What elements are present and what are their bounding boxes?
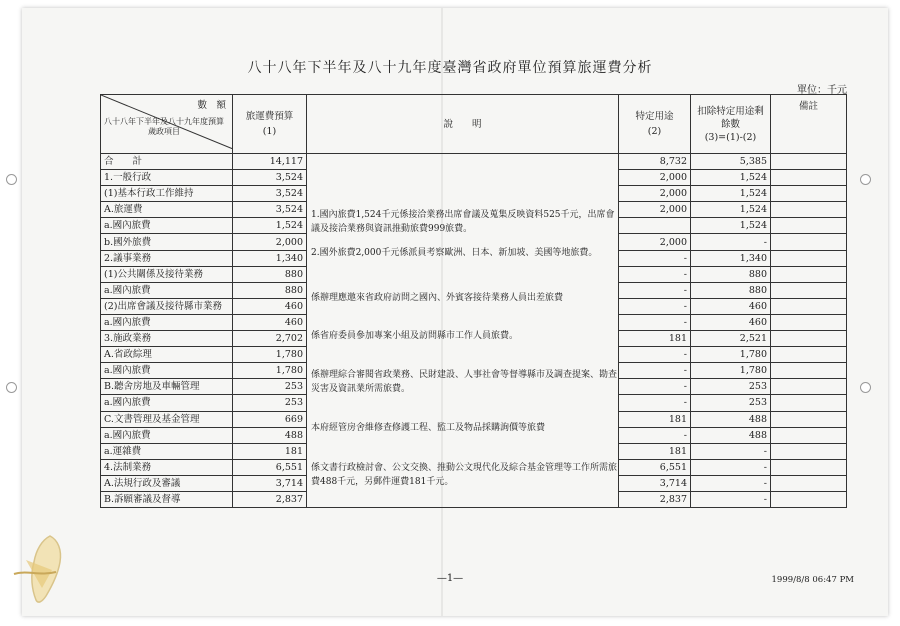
item-cell: 1.一般行政 [101, 170, 233, 186]
remaining-cell: 1,780 [691, 363, 771, 379]
remaining-cell: - [691, 475, 771, 491]
remaining-cell: 1,780 [691, 347, 771, 363]
item-cell: B.聽舍房地及車輛管理 [101, 379, 233, 395]
punch-hole-top-left [6, 174, 17, 185]
special-use-cell: - [619, 298, 691, 314]
budget-cell: 1,340 [233, 250, 307, 266]
note-cell [771, 154, 847, 170]
special-use-cell: - [619, 379, 691, 395]
item-cell: 4.法制業務 [101, 459, 233, 475]
item-cell: 合 計 [101, 154, 233, 170]
budget-cell: 488 [233, 427, 307, 443]
punch-hole-bottom-right [860, 382, 871, 393]
budget-cell: 880 [233, 266, 307, 282]
budget-cell: 6,551 [233, 459, 307, 475]
budget-cell: 14,117 [233, 154, 307, 170]
note-cell [771, 250, 847, 266]
header-note: 備註 [771, 95, 847, 154]
budget-cell: 669 [233, 411, 307, 427]
budget-cell: 2,702 [233, 331, 307, 347]
header-budget: 旅運費預算 (1) [233, 95, 307, 154]
note-cell [771, 266, 847, 282]
budget-cell: 460 [233, 298, 307, 314]
budget-cell: 253 [233, 395, 307, 411]
note-cell [771, 395, 847, 411]
description-paragraph: 係辦理應邀來省政府訪問之國內、外賓客接待業務人員出差旅費 [311, 293, 564, 303]
item-cell: 3.施政業務 [101, 331, 233, 347]
remaining-cell: 1,524 [691, 202, 771, 218]
note-cell [771, 363, 847, 379]
page-number: —1— [436, 573, 464, 584]
budget-cell: 3,714 [233, 475, 307, 491]
special-use-cell: - [619, 363, 691, 379]
item-cell: A.法規行政及審議 [101, 475, 233, 491]
note-cell [771, 282, 847, 298]
special-use-cell: 181 [619, 331, 691, 347]
description-paragraph: 係文書行政檢討會、公文交換、推動公文現代化及綜合基金管理等工作所需旅費488千元，另郵件運費181千元。 [311, 463, 618, 487]
note-cell [771, 475, 847, 491]
punch-hole-top-right [860, 174, 871, 185]
diagonal-header-cell [101, 95, 233, 154]
special-use-cell: 181 [619, 411, 691, 427]
note-cell [771, 170, 847, 186]
description-paragraph: 1.國內旅費1,524千元係接洽業務出席會議及蒐集反映資料525千元，出席會議及接洽業務與資訊推動旅費999旅費。 [311, 210, 615, 234]
description-cell [307, 154, 619, 508]
total-row [101, 154, 847, 170]
note-cell [771, 186, 847, 202]
note-cell [771, 347, 847, 363]
special-use-cell: 2,837 [619, 491, 691, 507]
item-cell: a.國內旅費 [101, 282, 233, 298]
remaining-cell: - [691, 491, 771, 507]
special-use-cell: - [619, 347, 691, 363]
budget-cell: 3,524 [233, 186, 307, 202]
remaining-cell: - [691, 459, 771, 475]
remaining-cell: 2,521 [691, 331, 771, 347]
item-cell: a.國內旅費 [101, 314, 233, 330]
special-use-cell: 8,732 [619, 154, 691, 170]
item-cell: B.訴願審議及督導 [101, 491, 233, 507]
header-special-use: 特定用途 (2) [619, 95, 691, 154]
note-cell [771, 218, 847, 234]
special-use-cell: - [619, 282, 691, 298]
budget-cell: 1,524 [233, 218, 307, 234]
budget-cell: 460 [233, 314, 307, 330]
remaining-cell: 488 [691, 427, 771, 443]
special-use-cell: 6,551 [619, 459, 691, 475]
table-header-row [101, 95, 847, 154]
remaining-cell: 1,524 [691, 218, 771, 234]
budget-cell: 2,000 [233, 234, 307, 250]
print-timestamp: 1999/8/8 06:47 PM [771, 575, 854, 585]
budget-cell: 1,780 [233, 347, 307, 363]
document-title: 八十八年下半年及八十九年度臺灣省政府單位預算旅運費分析 [247, 60, 653, 76]
description-paragraph: 係辦理綜合審閱省政業務、民財建設、人事社會等督導縣市及調查提案、勘查災害及資訊業所需旅費。 [311, 370, 618, 394]
budget-cell: 880 [233, 282, 307, 298]
punch-hole-bottom-left [6, 382, 17, 393]
item-cell: A.旅運費 [101, 202, 233, 218]
item-cell: 2.議事業務 [101, 250, 233, 266]
item-cell: (1)公共關係及接待業務 [101, 266, 233, 282]
taiwan-map-logo [6, 530, 86, 610]
remaining-cell: 880 [691, 266, 771, 282]
item-cell: (2)出席會議及接待縣市業務 [101, 298, 233, 314]
special-use-cell: 2,000 [619, 170, 691, 186]
remaining-cell: 253 [691, 379, 771, 395]
remaining-cell: 488 [691, 411, 771, 427]
item-cell: a.國內旅費 [101, 395, 233, 411]
note-cell [771, 234, 847, 250]
remaining-cell: 1,340 [691, 250, 771, 266]
item-cell: (1)基本行政工作維持 [101, 186, 233, 202]
budget-cell: 2,837 [233, 491, 307, 507]
special-use-cell: - [619, 266, 691, 282]
remaining-cell: 1,524 [691, 170, 771, 186]
remaining-cell: 5,385 [691, 154, 771, 170]
item-cell: a.運雜費 [101, 443, 233, 459]
item-cell: a.國內旅費 [101, 218, 233, 234]
header-amount: 數 額 [197, 100, 226, 111]
note-cell [771, 443, 847, 459]
special-use-cell: - [619, 427, 691, 443]
description-paragraph: 係省府委員參加專案小組及訪問縣市工作人員旅費。 [311, 331, 519, 341]
description-paragraph: 2.國外旅費2,000千元係派員考察歐洲、日本、新加坡、美國等地旅費。 [311, 248, 598, 258]
special-use-cell [619, 218, 691, 234]
special-use-cell: - [619, 314, 691, 330]
item-cell: a.國內旅費 [101, 363, 233, 379]
note-cell [771, 459, 847, 475]
special-use-cell: 2,000 [619, 186, 691, 202]
item-cell: a.國內旅費 [101, 427, 233, 443]
special-use-cell: 2,000 [619, 234, 691, 250]
remaining-cell: - [691, 234, 771, 250]
remaining-cell: 460 [691, 298, 771, 314]
item-cell: b.國外旅費 [101, 234, 233, 250]
note-cell [771, 427, 847, 443]
unit-label: 單位：千元 [797, 85, 847, 96]
budget-cell: 1,780 [233, 363, 307, 379]
note-cell [771, 491, 847, 507]
remaining-cell: - [691, 443, 771, 459]
budget-cell: 181 [233, 443, 307, 459]
header-item: 八十八年下半年及八十九年度預算歲政項目 [104, 117, 224, 136]
note-cell [771, 411, 847, 427]
special-use-cell: - [619, 395, 691, 411]
note-cell [771, 298, 847, 314]
item-cell: A.省政綜理 [101, 347, 233, 363]
note-cell [771, 331, 847, 347]
budget-cell: 3,524 [233, 170, 307, 186]
remaining-cell: 253 [691, 395, 771, 411]
budget-table [100, 94, 847, 508]
remaining-cell: 880 [691, 282, 771, 298]
special-use-cell: 181 [619, 443, 691, 459]
header-description: 說 明 [307, 95, 619, 154]
special-use-cell: 2,000 [619, 202, 691, 218]
note-cell [771, 379, 847, 395]
special-use-cell: 3,714 [619, 475, 691, 491]
budget-cell: 3,524 [233, 202, 307, 218]
note-cell [771, 202, 847, 218]
remaining-cell: 1,524 [691, 186, 771, 202]
remaining-cell: 460 [691, 314, 771, 330]
note-cell [771, 314, 847, 330]
budget-cell: 253 [233, 379, 307, 395]
special-use-cell: - [619, 250, 691, 266]
description-paragraph: 本府經管房舍維修查修護工程、監工及物品採購詢價等旅費 [311, 423, 546, 433]
item-cell: C.文書管理及基金管理 [101, 411, 233, 427]
header-remaining: 扣除特定用途剩餘數 (3)=(1)-(2) [691, 95, 771, 154]
